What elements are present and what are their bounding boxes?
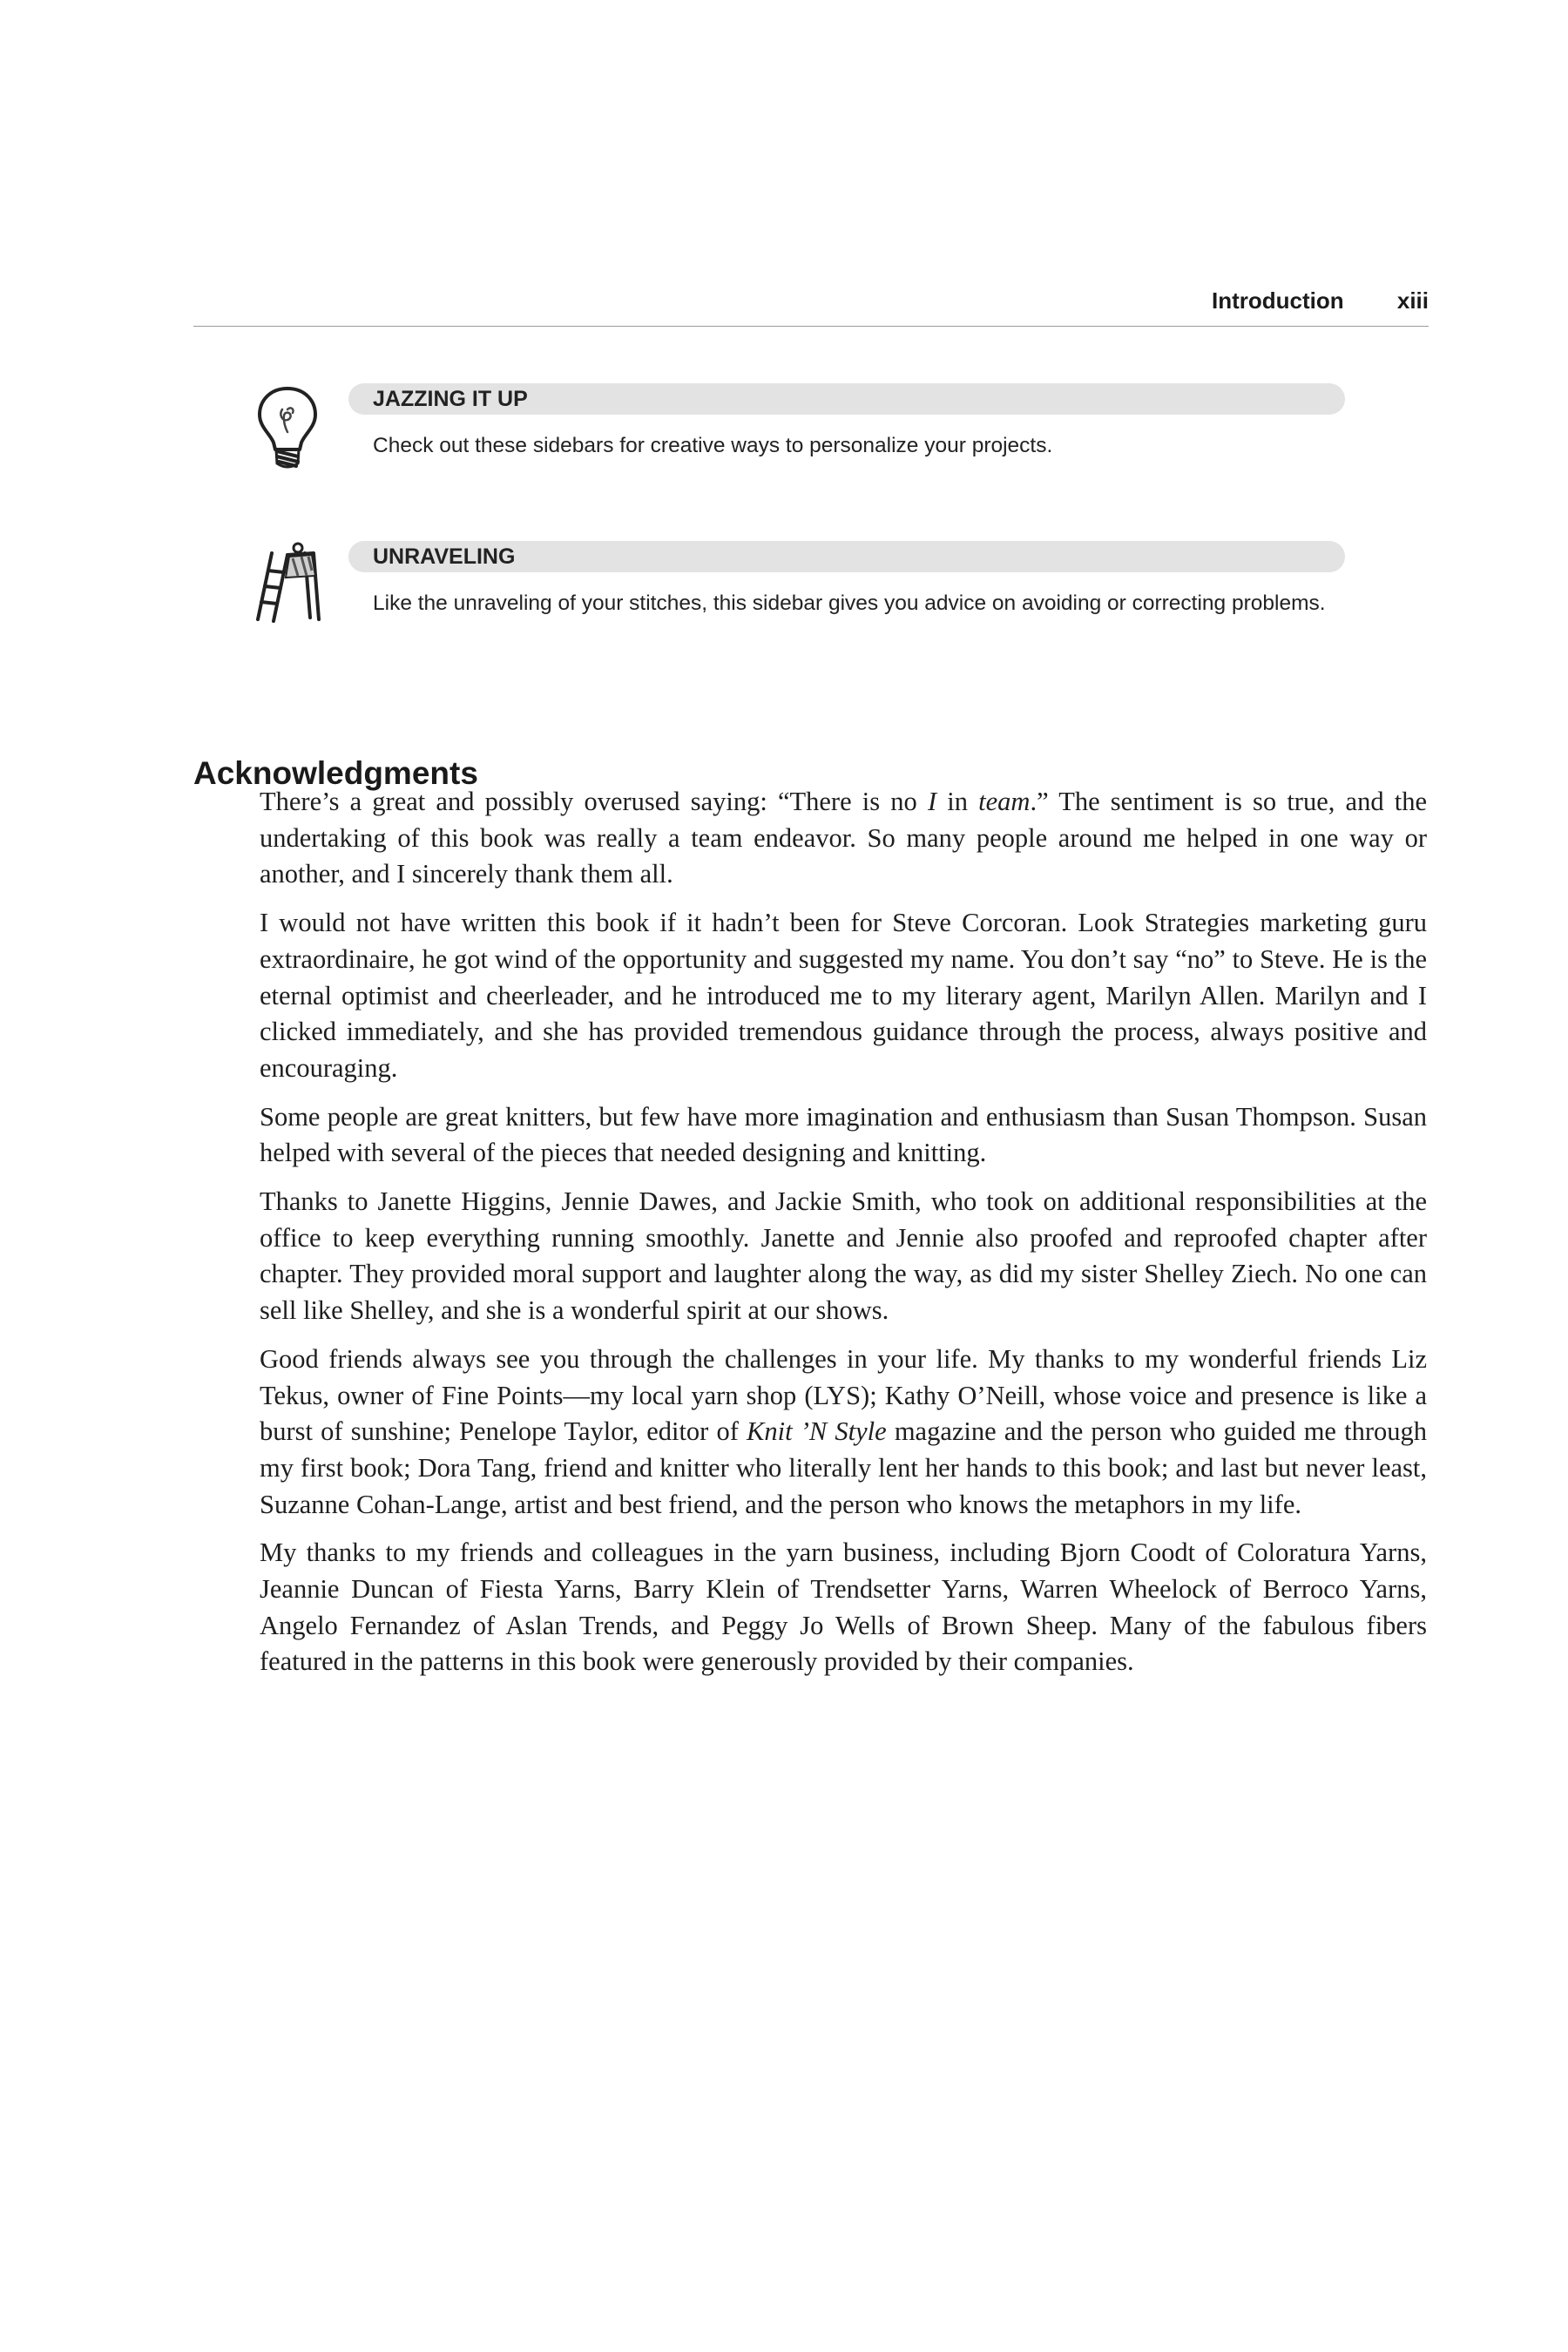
sidebar-text: Like the unraveling of your stitches, this sidebar gives you advice on avoiding or correcting problems. xyxy=(373,591,1326,615)
ack-p1-italic-team: team xyxy=(978,787,1031,816)
ack-paragraph-5 xyxy=(260,1342,1427,1524)
header-rule xyxy=(193,326,1429,327)
ladder-icon xyxy=(253,541,324,625)
ack-paragraph-2: I would not have written this book if it hadn’t been for Steve Corcoran. Look Strategies marketing guru extraordinaire, he got wind of the opportunity and suggested my name. You don’t say “no” to Steve. He is the eternal optimist and cheerleader, and he introduced me to my literary agent, Marilyn Allen. Marilyn and I clicked immediately, and she has provided tremendous guidance through the process, always positive and encouraging. xyxy=(260,908,1427,1083)
ack-paragraph-1 xyxy=(260,784,1427,893)
ack-p1-italic-i: I xyxy=(927,787,937,816)
ack-p5-text-c: magazine and the person who guided me through my first book; Dora Tang, friend and knitter who literally lent her hands to this book; and last but never least, Suzanne Cohan-Lange, artist and best friend, and the person who knows the metaphors in my life. xyxy=(260,1416,1428,1519)
ack-p1-text-a: There’s a great and possibly overused saying: “There is no xyxy=(260,787,928,816)
ack-p5-text-a: Good friends always see you through the challenges in your life. My thanks to my wonderful friends Liz Tekus, owner of Fine Points—my local yarn shop (LYS); Kathy O’Neill, whose voice and presence is like a burst of sunshine; Penelope Taylor, editor of xyxy=(260,1343,1427,1447)
lightbulb-icon xyxy=(253,383,322,470)
sidebar-text: Check out these sidebars for creative ways to personalize your projects. xyxy=(373,434,1053,457)
sidebar-unraveling xyxy=(253,541,1350,663)
ack-p1-text-c: in xyxy=(936,787,979,816)
ack-paragraph-6: My thanks to my friends and colleagues in the yarn business, including Bjorn Coodt of Coloratura Yarns, Jeannie Duncan of Fiesta Yarns, Barry Klein of Trendsetter Yarns, Warren Wheelock of Berroco Yarns, Angelo Fernandez of Aslan Trends, and Peggy Jo Wells of Brown Sheep. Many of the fabulous fibers featured in the patterns in this book were generously provided by their companies. xyxy=(260,1538,1427,1677)
acknowledgments-body xyxy=(260,784,1427,1693)
ack-paragraph-3: Some people are great knitters, but few have more imagination and enthusiasm than Susan Thompson. Susan helped with several of the pieces that needed designing and knitting. xyxy=(260,1101,1427,1168)
running-head xyxy=(193,287,1429,322)
running-head-section: Introduction xyxy=(1211,287,1344,314)
ack-p1-text-e: .” The sentiment is so true, and the undertaking of this book was really a team endeavor. So many people around me helped in one way or another, and I sincerely thank them all. xyxy=(260,787,1427,889)
acknowledgments-heading: Acknowledgments xyxy=(193,754,478,791)
ack-p5-magazine-title: Knit ’N Style xyxy=(747,1416,887,1447)
sidebar-jazzing-it-up xyxy=(253,383,1350,470)
ack-paragraph-4: Thanks to Janette Higgins, Jennie Dawes, and Jackie Smith, who took on additional responsibilities at the office to keep everything running smoothly. Janette and Jennie also proofed and reproofed chapter after chapter. They provided moral support and laughter along the way, as did my sister Shelley Ziech. No one can sell like Shelley, and she is a wonderful spirit at our shows. xyxy=(260,1186,1427,1326)
page-number: xiii xyxy=(1396,287,1429,314)
sidebar-title: JAZZING IT UP xyxy=(373,387,528,411)
sidebar-title: UNRAVELING xyxy=(373,544,516,569)
